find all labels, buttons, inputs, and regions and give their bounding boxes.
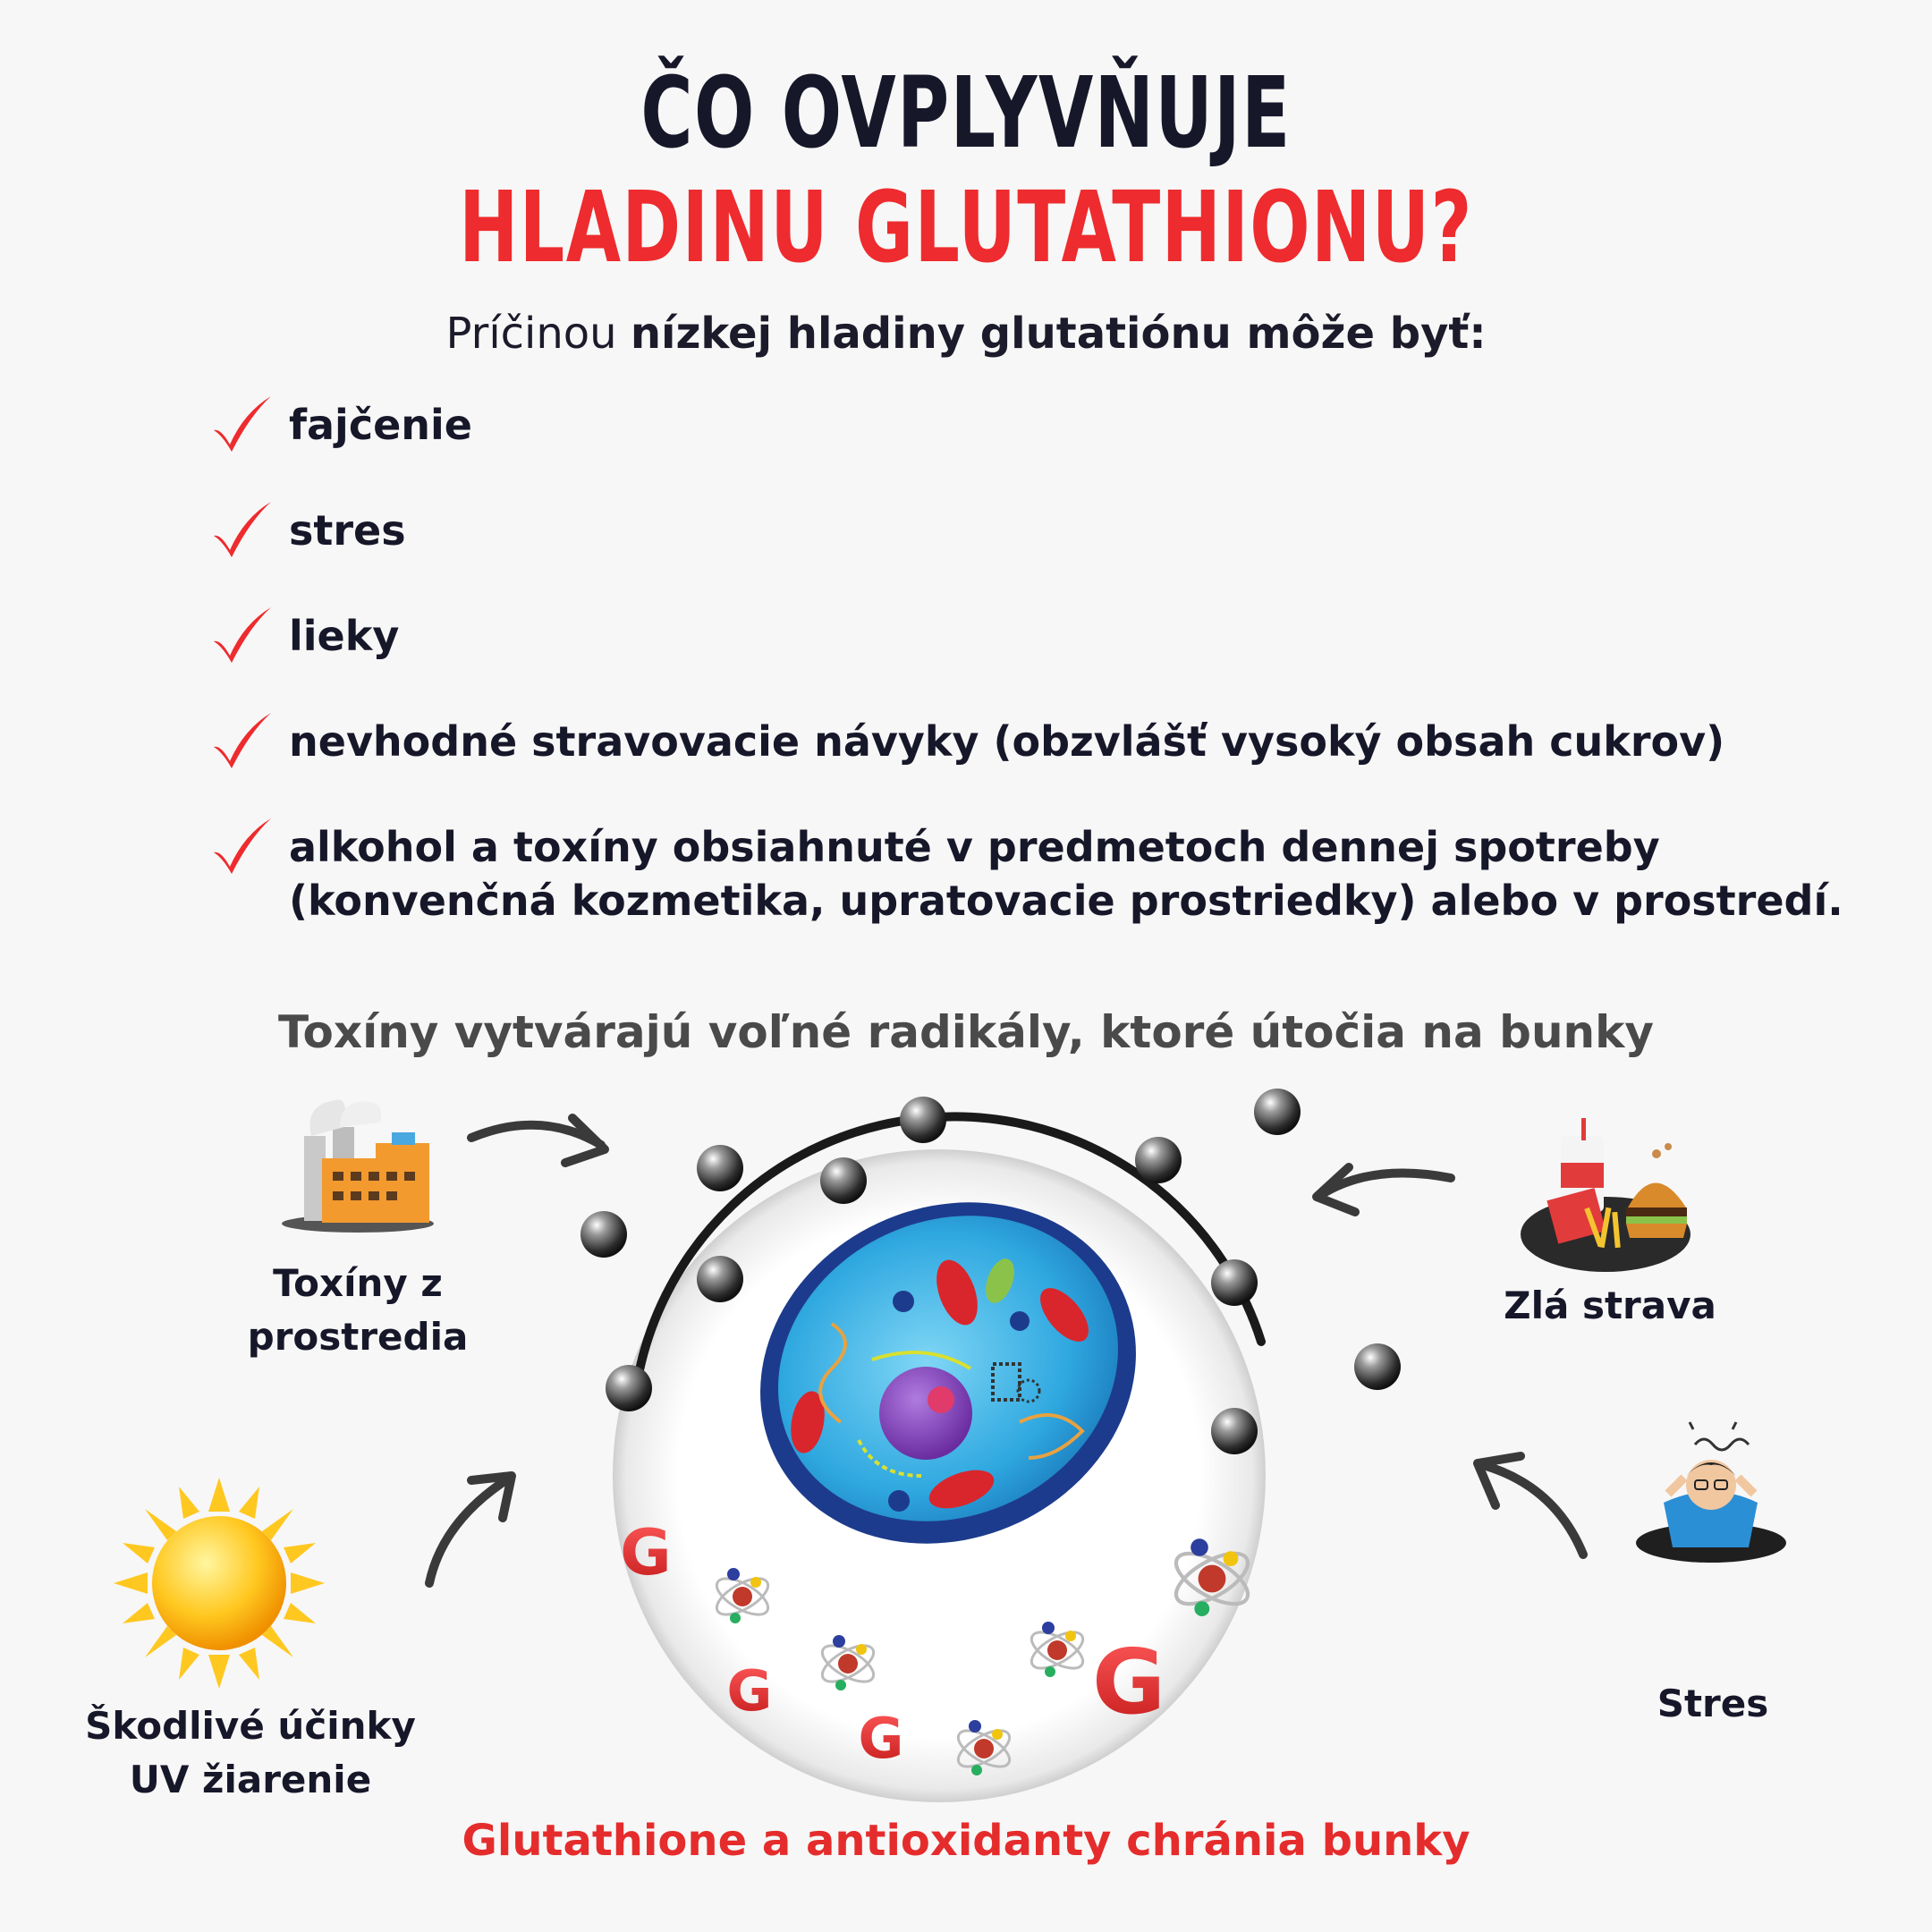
cause-text: fajčenie: [289, 401, 473, 449]
free-radical-icon: [1211, 1259, 1258, 1306]
arrow-icon: [471, 1118, 605, 1163]
arrow-icon: [1317, 1167, 1451, 1212]
sun-icon: [114, 1478, 325, 1689]
free-radical-icon: [606, 1365, 652, 1411]
cause-text: stres: [289, 506, 406, 555]
subtitle-bold: nízkej hladiny glutatiónu môže byť:: [630, 309, 1487, 359]
cause-text: alkohol a toxíny obsiahnuté v predmetoch dennej spotreby: [289, 823, 1660, 871]
free-radical-icon: [697, 1256, 743, 1302]
free-radical-icon: [1135, 1137, 1182, 1183]
cause-text: nevhodné stravovacie návyky (obzvlášť vysoký obsah cukrov): [289, 717, 1725, 766]
glutathione-g-icon: G: [620, 1516, 672, 1589]
glutathione-g-icon: G: [1091, 1630, 1166, 1734]
title-line-1: ČO OVPLYVŇUJE: [640, 55, 1292, 170]
subtitle-prefix: Príčinou: [445, 309, 631, 359]
free-radical-icon: [900, 1097, 946, 1143]
free-radical-icon: [1254, 1089, 1301, 1135]
bottom-caption: Glutathione a antioxidanty chránia bunky: [462, 1816, 1470, 1866]
arrow-icon: [429, 1476, 512, 1583]
factory-icon: [282, 1099, 434, 1233]
free-radical-icon: [697, 1145, 743, 1191]
factor-environment-line1: Toxíny z: [273, 1261, 443, 1305]
cause-text-continued: (konvenčná kozmetika, upratovacie prostriedky) alebo v prostredí.: [289, 877, 1843, 925]
stressed-person-icon: [1636, 1422, 1786, 1563]
glutathione-g-icon: G: [858, 1706, 904, 1771]
toxins-heading: Toxíny vytvárajú voľné radikály, ktoré útočia na bunky: [278, 1006, 1654, 1058]
arrow-icon: [1478, 1456, 1583, 1555]
factor-uv-label: [80, 1699, 420, 1807]
factor-uv-line2: UV žiarenie: [129, 1758, 372, 1801]
factor-environment-line2: prostredia: [247, 1315, 469, 1359]
cause-text: lieky: [289, 612, 400, 660]
free-radical-icon: [1354, 1343, 1401, 1390]
free-radical-icon: [1211, 1408, 1258, 1454]
fast-food-icon: [1521, 1118, 1690, 1272]
glutathione-g-icon: G: [726, 1658, 773, 1724]
free-radical-icon: [820, 1157, 867, 1204]
factor-uv-line1: Škodlivé účinky: [85, 1704, 416, 1748]
factor-environment-label: [233, 1257, 483, 1364]
title-line-2: HLADINU GLUTATHIONU?: [459, 170, 1473, 284]
factor-stress-label: Stres: [1657, 1682, 1769, 1725]
factor-food-label: Zlá strava: [1504, 1284, 1716, 1327]
free-radical-icon: [580, 1211, 627, 1258]
